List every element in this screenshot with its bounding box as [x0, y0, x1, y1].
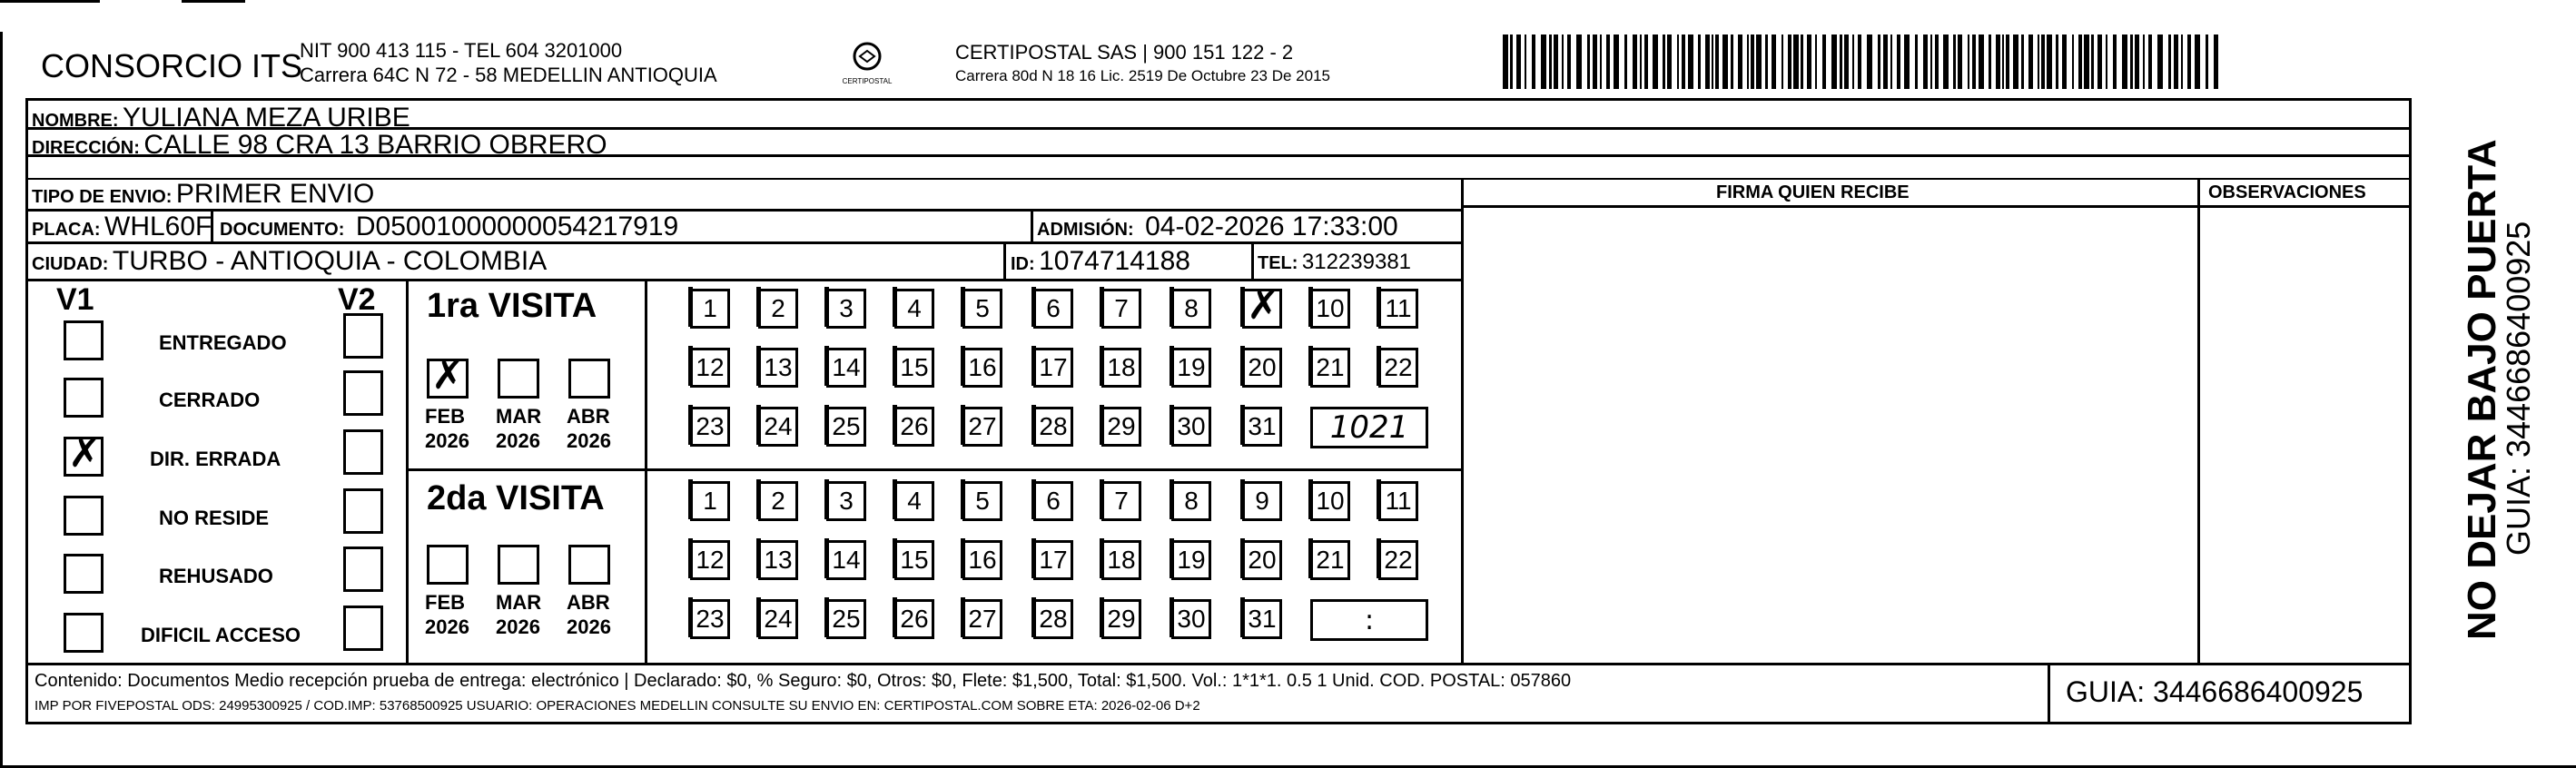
day-box[interactable]: 29 [1101, 599, 1141, 639]
barcode-bar [1633, 34, 1637, 89]
day-box[interactable]: 7 [1101, 289, 1141, 329]
day-box[interactable]: 8 [1171, 481, 1211, 521]
day-box[interactable]: 4 [894, 289, 934, 329]
month-checkbox-abr[interactable] [568, 359, 610, 399]
barcode-bar [1953, 34, 1956, 89]
day-box[interactable]: 5 [962, 481, 1002, 521]
year-label: 2026 [567, 429, 611, 452]
barcode-bar [1852, 34, 1854, 89]
barcode-bar [1576, 34, 1582, 89]
imp-text: IMP POR FIVEPOSTAL ODS: 24995300925 / COD.IMP: 53768500925 USUARIO: OPERACIONES MEDELLIN CONSULTE SU ENVIO EN: CERTIPOSTAL.COM SOBRE ETA: 2026-02-06 D+2 [35, 698, 1200, 714]
barcode-bar [1516, 34, 1521, 89]
day-box[interactable]: 26 [894, 407, 934, 447]
ciudad-label: CIUDAD: [32, 254, 109, 274]
month-label: FEB [425, 405, 465, 428]
v2-checkbox-5[interactable] [343, 606, 383, 651]
tipo-envio-label: TIPO DE ENVIO: [32, 187, 173, 207]
second-visit-title: 2da VISITA [427, 479, 605, 517]
placa-label: PLACA: [32, 220, 101, 240]
day-box[interactable]: 30 [1171, 599, 1211, 639]
day-box[interactable]: 13 [758, 348, 798, 388]
month-checkbox-abr[interactable] [568, 545, 610, 585]
day-box[interactable]: 28 [1033, 407, 1073, 447]
barcode-bar [2214, 34, 2218, 89]
barcode-bar [1793, 34, 1799, 89]
nombre-label: NOMBRE: [32, 111, 119, 131]
v2-checkbox-3[interactable] [343, 488, 383, 534]
day-box[interactable]: 14 [826, 540, 866, 580]
barcode-bar [1653, 34, 1658, 89]
day-box[interactable]: 21 [1310, 540, 1350, 580]
day-box[interactable]: 30 [1171, 407, 1211, 447]
barcode-bar [1731, 34, 1733, 89]
second-visit-time[interactable]: : [1310, 599, 1428, 641]
tel-value: 312239381 [1301, 250, 1412, 274]
barcode-bar [1935, 34, 1939, 89]
barcode-bar [1822, 34, 1826, 89]
placa-value: WHL60F [104, 212, 212, 241]
v1-checkbox-0[interactable] [64, 320, 104, 360]
day-box[interactable]: 18 [1101, 348, 1141, 388]
ciudad-value: TURBO - ANTIOQUIA - COLOMBIA [112, 246, 548, 276]
day-box[interactable] [1242, 282, 1282, 329]
stray-mark [182, 0, 245, 3]
check-mark: ✗ [68, 430, 102, 477]
day-box[interactable]: 14 [826, 348, 866, 388]
v2-checkbox-4[interactable] [343, 546, 383, 592]
page-edge [0, 32, 3, 767]
month-checkbox-mar[interactable] [498, 359, 539, 399]
day-box[interactable]: 28 [1033, 599, 1073, 639]
barcode-bar [1996, 34, 2000, 89]
day-box[interactable]: 10 [1310, 289, 1350, 329]
day-box[interactable]: 4 [894, 481, 934, 521]
barcode-bar [2174, 34, 2178, 89]
barcode-bar [2097, 34, 2102, 89]
v1-checkbox-2[interactable] [64, 430, 104, 477]
v2-label: V2 [338, 282, 376, 317]
barcode-bar [1549, 34, 1552, 89]
barcode-bar [1765, 34, 1768, 89]
barcode-bar [1705, 34, 1710, 89]
day-box[interactable]: 20 [1242, 540, 1282, 580]
day-box[interactable]: 22 [1378, 540, 1418, 580]
barcode-bar [1614, 34, 1619, 89]
day-box[interactable]: 3 [826, 481, 866, 521]
barcode-bar [1532, 34, 1535, 89]
id-label: ID: [1011, 254, 1035, 274]
company-name: CONSORCIO ITS [41, 47, 303, 84]
barcode-bar [1663, 34, 1665, 89]
day-box[interactable]: 15 [894, 348, 934, 388]
barcode-bar [1712, 34, 1713, 89]
barcode-bar [1923, 34, 1928, 89]
day-box[interactable]: 27 [962, 599, 1002, 639]
barcode-bar [1738, 34, 1742, 89]
day-box[interactable]: 19 [1171, 540, 1211, 580]
day-box[interactable]: 2 [758, 289, 798, 329]
v1-checkbox-5[interactable] [64, 613, 104, 653]
admision-label: ADMISIÓN: [1037, 220, 1134, 240]
barcode-bar [2078, 34, 2082, 89]
month-label: MAR [496, 405, 542, 428]
barcode-bar [2122, 34, 2127, 89]
day-box[interactable]: 5 [962, 289, 1002, 329]
status-label: DIFICIL ACCESO [141, 624, 301, 646]
main-frame [25, 98, 2412, 724]
month-checkbox-feb[interactable] [427, 352, 469, 399]
barcode-bar [2181, 34, 2183, 89]
day-box[interactable]: 6 [1033, 481, 1073, 521]
barcode-bar [1943, 34, 1949, 89]
day-box[interactable]: 17 [1033, 540, 1073, 580]
day-box[interactable]: 11 [1378, 289, 1418, 329]
barcode-bar [1510, 34, 1513, 89]
barcode-bar [1972, 34, 1976, 89]
barcode-bar [2062, 34, 2067, 89]
carrier-address: Carrera 80d N 18 16 Lic. 2519 De Octubre 23 De 2015 [955, 67, 1330, 84]
barcode [1503, 34, 2225, 89]
footer-guia: GUIA: 3446686400925 [2066, 675, 2364, 708]
barcode-bar [1844, 34, 1849, 89]
direccion-label: DIRECCIÓN: [32, 138, 140, 158]
day-box[interactable]: 9 [1242, 481, 1282, 521]
barcode-bar [1867, 34, 1872, 89]
barcode-bar [1958, 34, 1962, 89]
day-box[interactable]: 20 [1242, 348, 1282, 388]
day-box[interactable]: 21 [1310, 348, 1350, 388]
barcode-bar [1801, 34, 1803, 89]
barcode-bar [1698, 34, 1701, 89]
barcode-bar [2084, 34, 2089, 89]
barcode-bar [1677, 34, 1679, 89]
side-warning: NO DEJAR BAJO PUERTA [2460, 139, 2504, 640]
barcode-bar [1644, 34, 1648, 89]
day-box[interactable]: 26 [894, 599, 934, 639]
month-checkbox-mar[interactable] [498, 545, 539, 585]
day-box[interactable]: 19 [1171, 348, 1211, 388]
barcode-bar [1640, 34, 1642, 89]
barcode-bar [2091, 34, 2094, 89]
year-label: 2026 [425, 429, 469, 452]
tel-label: TEL: [1258, 253, 1298, 273]
day-box[interactable]: 22 [1378, 348, 1418, 388]
barcode-bar [1751, 34, 1754, 89]
barcode-bar [1688, 34, 1693, 89]
day-box[interactable]: 15 [894, 540, 934, 580]
barcode-bar [2038, 34, 2039, 89]
barcode-bar [1606, 34, 1610, 89]
barcode-bar [2013, 34, 2018, 89]
admision-value: 04-02-2026 17:33:00 [1145, 212, 1398, 241]
month-checkbox-feb[interactable] [427, 545, 469, 585]
barcode-bar [2006, 34, 2009, 89]
barcode-bar [1682, 34, 1685, 89]
barcode-bar [1915, 34, 1918, 89]
day-box[interactable]: 11 [1378, 481, 1418, 521]
documento-label: DOCUMENTO: [220, 220, 345, 240]
day-box[interactable]: 12 [690, 348, 730, 388]
tipo-envio-value: PRIMER ENVIO [175, 179, 375, 209]
day-box[interactable]: 13 [758, 540, 798, 580]
barcode-bar [1897, 34, 1900, 89]
check-mark: ✗ [1247, 282, 1280, 329]
certipostal-logo [840, 36, 894, 91]
barcode-bar [1554, 34, 1558, 89]
v2-checkbox-1[interactable] [343, 370, 383, 416]
barcode-bar [1503, 34, 1508, 89]
barcode-bar [2148, 34, 2152, 89]
barcode-bar [1858, 34, 1861, 89]
v1-checkbox-3[interactable] [64, 496, 104, 536]
barcode-bar [1840, 34, 1842, 89]
day-box[interactable]: 27 [962, 407, 1002, 447]
first-visit-title: 1ra VISITA [427, 287, 597, 325]
documento-value: D05001000000054217919 [355, 212, 679, 241]
barcode-bar [2143, 34, 2145, 89]
status-label: REHUSADO [159, 565, 273, 587]
day-box[interactable]: 31 [1242, 407, 1282, 447]
barcode-bar [2002, 34, 2004, 89]
barcode-bar [1890, 34, 1892, 89]
day-box[interactable]: 8 [1171, 289, 1211, 329]
barcode-bar [1883, 34, 1888, 89]
day-box[interactable]: 24 [758, 407, 798, 447]
month-label: MAR [496, 591, 542, 614]
barcode-bar [2187, 34, 2191, 89]
barcode-bar [1747, 34, 1749, 89]
barcode-bar [1541, 34, 1546, 89]
contenido-text: Contenido: Documentos Medio recepción prueba de entrega: electrónico | Declarado: $0, % Seguro: $0, Otros: $0, Flete: $1,500, Total: $1,500. Vol.: 1*1*1. 0.5 1 Unid. COD. POSTAL: 057860 [35, 671, 1572, 691]
barcode-bar [1562, 34, 1564, 89]
barcode-bar [1979, 34, 1984, 89]
stray-mark [0, 0, 100, 3]
day-box[interactable]: 1 [690, 481, 730, 521]
barcode-bar [2135, 34, 2139, 89]
barcode-bar [1600, 34, 1602, 89]
day-box[interactable]: 24 [758, 599, 798, 639]
barcode-bar [1722, 34, 1728, 89]
v1-checkbox-4[interactable] [64, 554, 104, 594]
day-box[interactable]: 23 [690, 599, 730, 639]
status-label: DIR. ERRADA [150, 448, 281, 470]
barcode-bar [1667, 34, 1672, 89]
barcode-bar [1930, 34, 1932, 89]
barcode-bar [1624, 34, 1627, 89]
company-nit: NIT 900 413 115 - TEL 604 3201000 [300, 39, 623, 62]
first-visit-time[interactable]: 1021 [1310, 407, 1428, 448]
barcode-bar [2047, 34, 2052, 89]
day-box[interactable]: 17 [1033, 348, 1073, 388]
company-address: Carrera 64C N 72 - 58 MEDELLIN ANTIOQUIA [300, 64, 717, 86]
barcode-bar [1831, 34, 1837, 89]
nombre-value: YULIANA MEZA URIBE [123, 103, 410, 133]
day-box[interactable]: 18 [1101, 540, 1141, 580]
status-label: CERRADO [159, 389, 261, 411]
barcode-bar [1715, 34, 1719, 89]
barcode-bar [2021, 34, 2024, 89]
barcode-bar [1525, 34, 1526, 89]
month-label: ABR [567, 405, 610, 428]
observaciones-header: OBSERVACIONES [2208, 182, 2366, 202]
day-box[interactable]: 25 [826, 407, 866, 447]
day-box[interactable]: 12 [690, 540, 730, 580]
day-box[interactable]: 29 [1101, 407, 1141, 447]
v2-checkbox-0[interactable] [343, 313, 383, 359]
barcode-bar [2130, 34, 2133, 89]
barcode-bar [2195, 34, 2200, 89]
direccion-value: CALLE 98 CRA 13 BARRIO OBRERO [143, 130, 607, 160]
barcode-bar [2056, 34, 2058, 89]
barcode-bar [2206, 34, 2208, 89]
day-box[interactable]: 1 [690, 289, 730, 329]
v2-checkbox-2[interactable] [343, 429, 383, 475]
check-mark: ✗ [431, 352, 465, 399]
barcode-bar [1788, 34, 1791, 89]
barcode-bar [2106, 34, 2107, 89]
barcode-bar [2072, 34, 2074, 89]
barcode-bar [1878, 34, 1880, 89]
barcode-bar [1567, 34, 1571, 89]
day-box[interactable]: 10 [1310, 481, 1350, 521]
day-box[interactable]: 16 [962, 348, 1002, 388]
day-box[interactable]: 23 [690, 407, 730, 447]
year-label: 2026 [425, 615, 469, 638]
barcode-bar [1781, 34, 1783, 89]
barcode-bar [2168, 34, 2171, 89]
carrier-name: CERTIPOSTAL SAS | 900 151 122 - 2 [955, 41, 1294, 64]
month-label: FEB [425, 591, 465, 614]
barcode-bar [1593, 34, 1597, 89]
day-box[interactable]: 31 [1242, 599, 1282, 639]
firma-header: FIRMA QUIEN RECIBE [1716, 182, 1910, 202]
status-label: ENTREGADO [159, 331, 287, 354]
year-label: 2026 [496, 429, 540, 452]
barcode-bar [1772, 34, 1776, 89]
day-box[interactable]: 25 [826, 599, 866, 639]
barcode-bar [1968, 34, 1969, 89]
day-box[interactable]: 16 [962, 540, 1002, 580]
barcode-bar [1587, 34, 1590, 89]
status-label: NO RESIDE [159, 507, 270, 529]
year-label: 2026 [567, 615, 611, 638]
barcode-bar [2113, 34, 2117, 89]
id-value: 1074714188 [1039, 246, 1190, 276]
day-box[interactable]: 2 [758, 481, 798, 521]
barcode-bar [1807, 34, 1811, 89]
day-box[interactable]: 6 [1033, 289, 1073, 329]
year-label: 2026 [496, 615, 540, 638]
v1-checkbox-1[interactable] [64, 378, 104, 418]
barcode-bar [2041, 34, 2045, 89]
day-box[interactable]: 7 [1101, 481, 1141, 521]
barcode-bar [2157, 34, 2163, 89]
side-guia: GUIA: 3446686400925 [2500, 221, 2537, 556]
v1-label: V1 [56, 282, 94, 317]
barcode-bar [2028, 34, 2033, 89]
barcode-bar [1989, 34, 1991, 89]
month-label: ABR [567, 591, 610, 614]
svg-text:CERTIPOSTAL: CERTIPOSTAL [842, 77, 893, 85]
barcode-bar [1815, 34, 1817, 89]
barcode-bar [1904, 34, 1910, 89]
day-box[interactable]: 3 [826, 289, 866, 329]
barcode-bar [1756, 34, 1762, 89]
